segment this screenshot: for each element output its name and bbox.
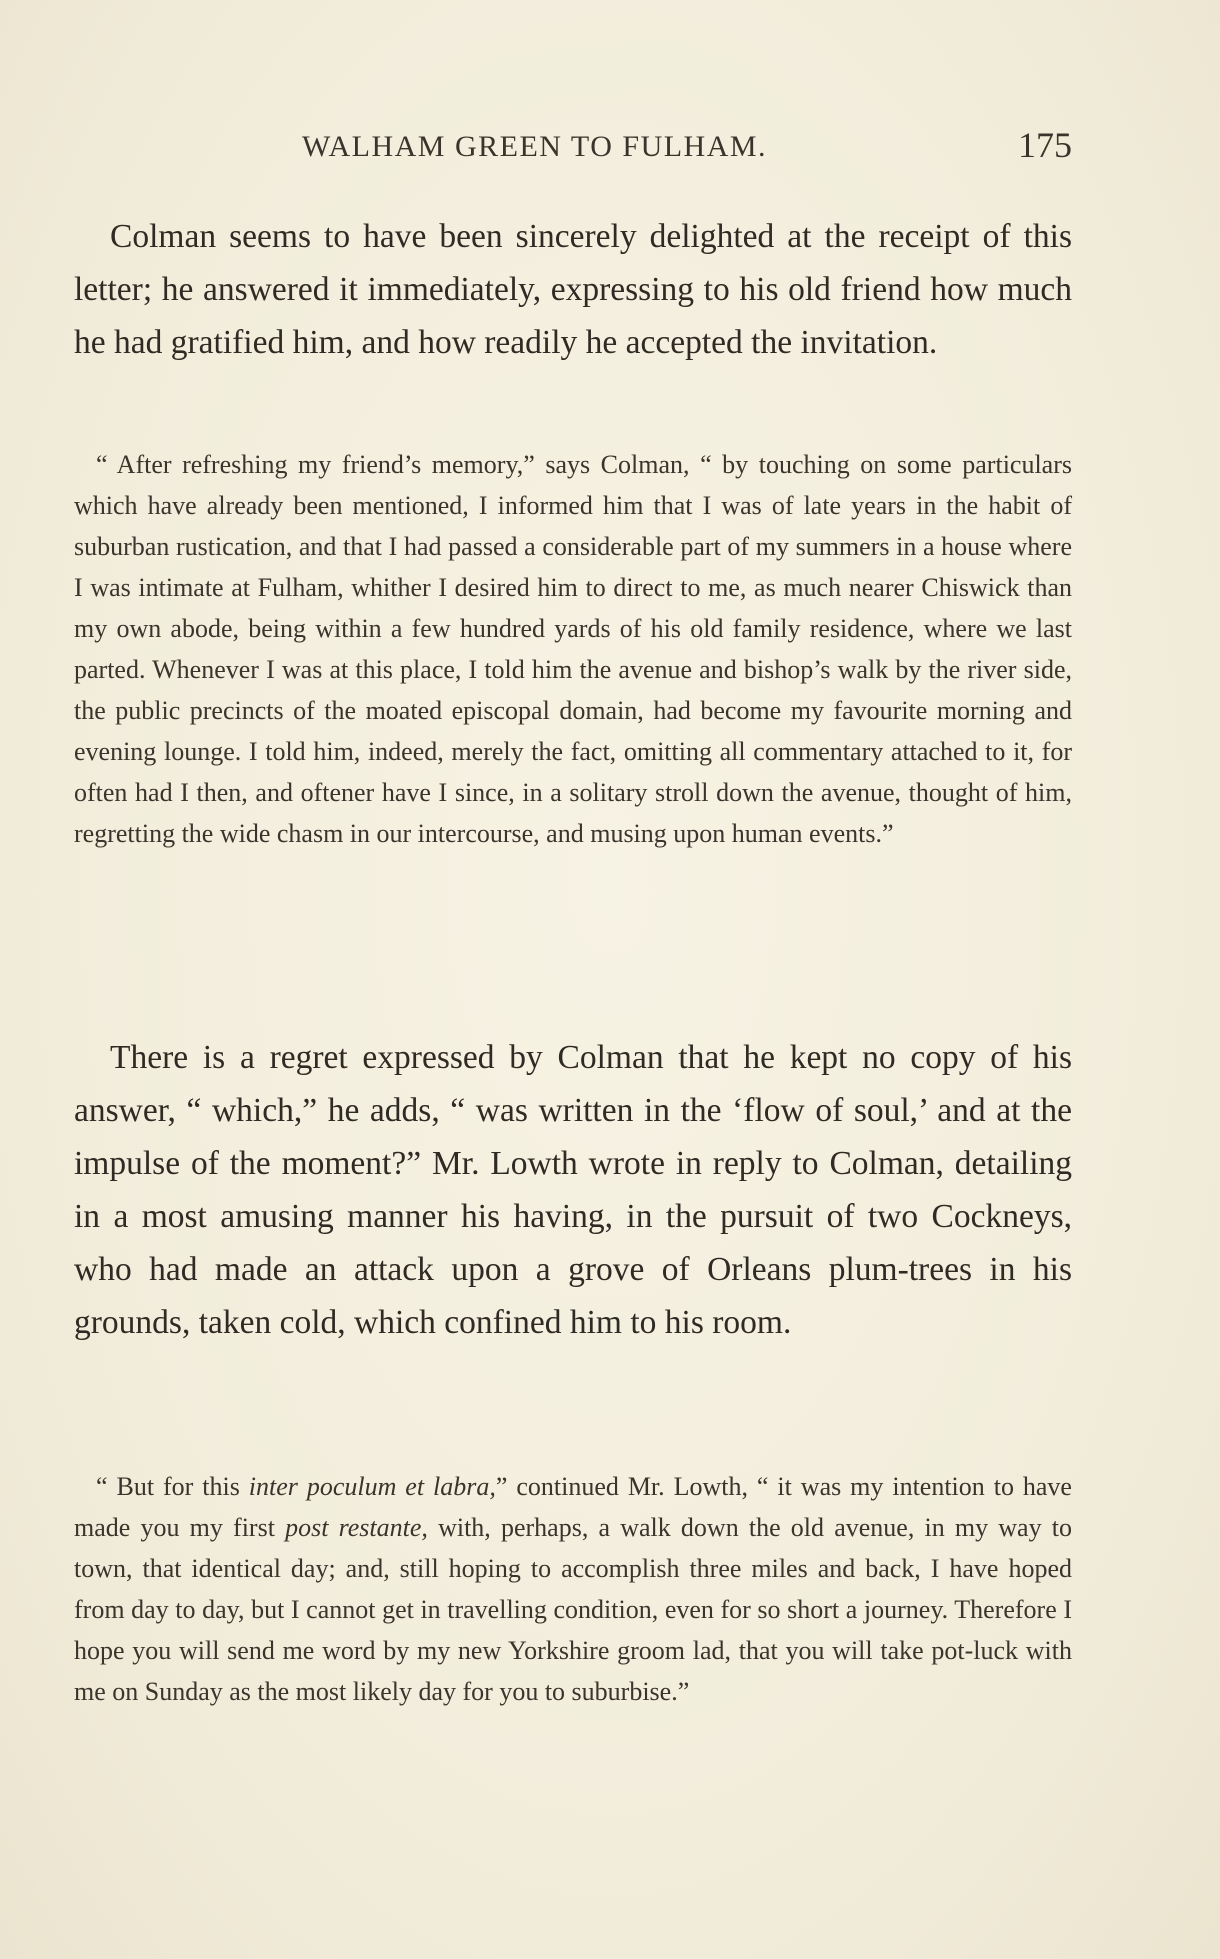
- quote-colman-letter: “ After refreshing my friend’s memory,” says Colman, “ by touching on some particulars which have already been mentioned, I informed him that I was of late years in the habit of suburban rustication, and that I had passed a considerable part of my summers in a house where I was intimate at Fulham, whither I desired him to direct to me, as much nearer Chiswick than my own abode, being within a few hundred yards of his old family residence, where we last parted. Whenever I was at this place, I told him the avenue and bishop’s walk by the river side, the public precincts of the moated episcopal domain, had become my favourite morning and evening lounge. I told him, indeed, merely the fact, omitting all commentary attached to it, for often had I then, and oftener have I since, in a solitary stroll down the avenue, thought of him, regretting the wide chasm in our intercourse, and musing upon human events.”: [74, 450, 1072, 848]
- page-number: 175: [1018, 125, 1072, 165]
- quote-lead-text: “ But for this: [96, 1472, 249, 1501]
- running-head: WALHAM GREEN TO FULHAM.: [302, 130, 768, 163]
- paragraph-regret-expressed: There is a regret expressed by Colman that he kept no copy of his answer, “ which,” he adds, “ was written in the ‘flow of soul,’ and at the impulse of the moment?” Mr. Lowth wrote in reply to Colman, detailing in a most amusing manner his having, in the pursuit of two Cockneys, who had made an attack upon a grove of Orleans plum-trees in his grounds, taken cold, which confined him to his room.: [74, 1039, 1072, 1341]
- latin-phrase: inter poculum et labra,: [248, 1472, 496, 1501]
- quote-mid-text: ” continued Mr. Lowth, “ it was my intention to have made you my first: [74, 1472, 1072, 1542]
- paragraph-colman-delighted: Colman seems to have been sincerely delighted at the receipt of this letter; he answered it immediately, expressing to his old friend how much he had gratified him, and how readily he accepted the invitation.: [74, 218, 1072, 361]
- page-header: [74, 122, 1072, 172]
- quote-rest-text: with, perhaps, a walk down the old avenue, in my way to town, that identical day; and, still hoping to accomplish three miles and back, I have hoped from day to day, but I cannot get in travelling condition, even for so short a journey. Therefore I hope you will send me word by my new Yorkshire groom lad, that you will take pot-luck with me on Sunday as the most likely day for you to suburbise.”: [74, 1513, 1072, 1706]
- quote-lowth-reply: [74, 1466, 1072, 1712]
- french-phrase: post restante,: [285, 1513, 428, 1542]
